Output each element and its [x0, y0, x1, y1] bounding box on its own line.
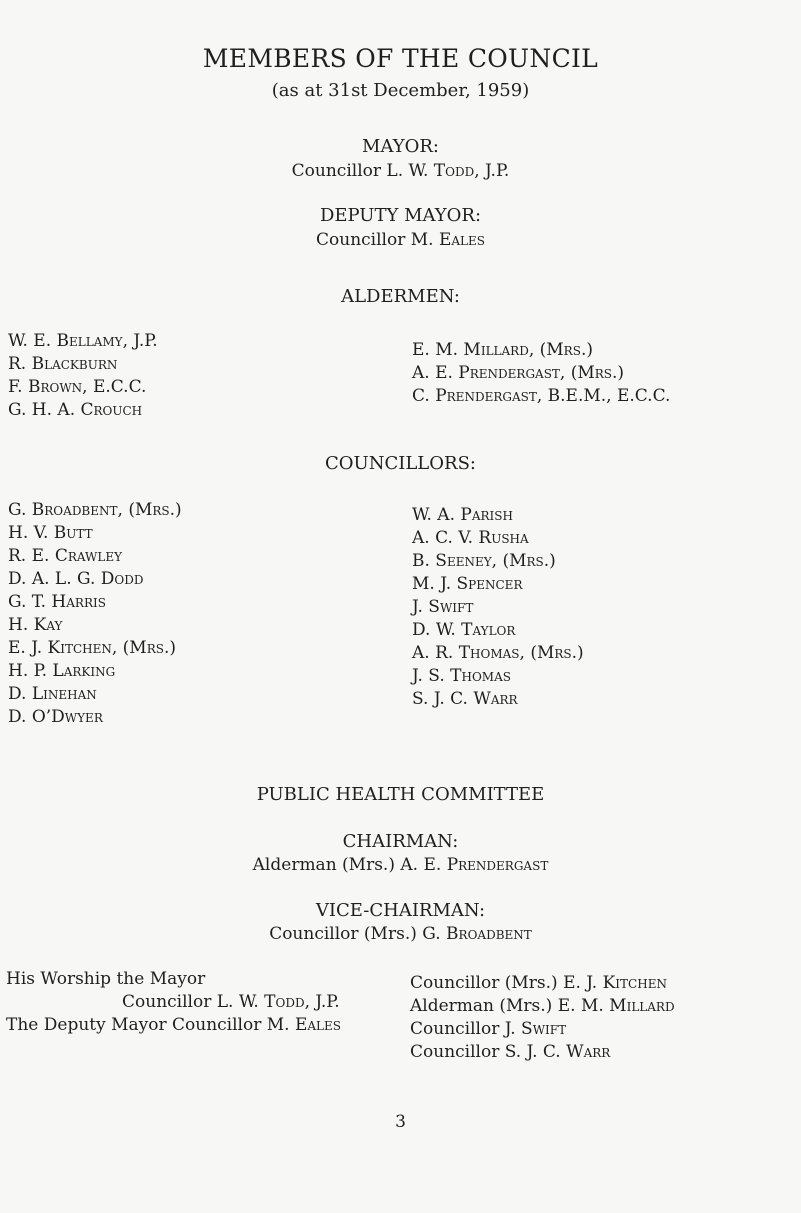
- list-item: M. J. Spencer: [412, 574, 523, 594]
- aldermen-left-list: [8, 330, 158, 422]
- member-name: M. Eales: [266, 1015, 342, 1035]
- mayor-prefix: Councillor: [291, 161, 381, 181]
- list-item: A. E. Prendergast, (Mrs.): [412, 363, 625, 383]
- list-item: D. A. L. G. Dodd: [8, 569, 144, 589]
- list-item: [410, 972, 675, 995]
- list-item: D. O’Dwyer: [8, 707, 103, 727]
- member-name: S. J. C. Warr: [504, 1042, 611, 1062]
- list-item: E. J. Kitchen, (Mrs.): [8, 638, 177, 658]
- chairman-heading: CHAIRMAN:: [342, 831, 459, 852]
- mayor-line: [0, 161, 801, 181]
- page-subtitle: (as at 31st December, 1959): [271, 80, 530, 101]
- deputy-mayor-heading: DEPUTY MAYOR:: [319, 205, 482, 226]
- chairman-line: [0, 855, 801, 875]
- councillors-heading: COUNCILLORS:: [325, 453, 476, 474]
- councillors-left-list: [8, 499, 182, 729]
- page-number: 3: [395, 1112, 406, 1132]
- member-name: L. W. Todd, J.P.: [216, 992, 340, 1012]
- list-item: H. V. Butt: [8, 523, 93, 543]
- member-prefix: Councillor: [122, 992, 212, 1012]
- list-item: C. Prendergast, B.E.M., E.C.C.: [412, 386, 671, 406]
- list-item: B. Seeney, (Mrs.): [412, 551, 556, 571]
- committee-right-list: [410, 972, 675, 1064]
- list-item: R. E. Crawley: [8, 546, 123, 566]
- list-item: H. Kay: [8, 615, 63, 635]
- vice-chairman-name: G. Broadbent: [422, 924, 532, 944]
- member-name: E. J. Kitchen: [563, 973, 667, 993]
- councillors-right-list: [412, 504, 584, 711]
- list-item: [6, 1014, 341, 1037]
- list-item: His Worship the Mayor: [6, 969, 206, 989]
- deputy-mayor-name: M. Eales: [410, 230, 485, 250]
- member-name: J. Swift: [504, 1019, 567, 1039]
- list-item: A. R. Thomas, (Mrs.): [412, 643, 584, 663]
- list-item: W. E. Bellamy, J.P.: [8, 331, 158, 351]
- vice-chairman-line: [0, 924, 801, 944]
- member-name: E. M. Millard: [557, 996, 675, 1016]
- aldermen-heading: ALDERMEN:: [341, 286, 460, 307]
- list-item: H. P. Larking: [8, 661, 116, 681]
- member-prefix: Councillor: [410, 1019, 500, 1039]
- committee-heading: PUBLIC HEALTH COMMITTEE: [256, 784, 545, 805]
- vice-chairman-prefix: Councillor (Mrs.): [269, 924, 417, 944]
- mayor-name: L. W. Todd, J.P.: [386, 161, 510, 181]
- member-prefix: Councillor (Mrs.): [410, 973, 558, 993]
- list-item: S. J. C. Warr: [412, 689, 518, 709]
- list-item: G. H. A. Crouch: [8, 400, 143, 420]
- chairman-name: A. E. Prendergast: [400, 855, 549, 875]
- chairman-prefix: Alderman (Mrs.): [252, 855, 395, 875]
- mayor-heading: MAYOR:: [362, 136, 439, 157]
- page-title: MEMBERS OF THE COUNCIL: [202, 44, 599, 73]
- list-item: [6, 991, 341, 1014]
- deputy-mayor-prefix: Councillor: [316, 230, 406, 250]
- committee-left-list: [6, 968, 341, 1037]
- member-prefix: The Deputy Mayor Councillor: [6, 1015, 262, 1035]
- list-item: J. S. Thomas: [412, 666, 511, 686]
- deputy-mayor-line: [0, 230, 801, 250]
- list-item: E. M. Millard, (Mrs.): [412, 340, 593, 360]
- list-item: G. Broadbent, (Mrs.): [8, 500, 182, 520]
- list-item: R. Blackburn: [8, 354, 118, 374]
- list-item: W. A. Parish: [412, 505, 513, 525]
- member-prefix: Alderman (Mrs.): [410, 996, 553, 1016]
- member-prefix: Councillor: [410, 1042, 500, 1062]
- aldermen-right-list: [412, 339, 670, 408]
- list-item: [410, 995, 675, 1018]
- vice-chairman-heading: VICE-CHAIRMAN:: [315, 900, 486, 921]
- list-item: F. Brown, E.C.C.: [8, 377, 147, 397]
- list-item: D. Linehan: [8, 684, 97, 704]
- list-item: [410, 1041, 675, 1064]
- list-item: D. W. Taylor: [412, 620, 516, 640]
- list-item: G. T. Harris: [8, 592, 106, 612]
- list-item: [410, 1018, 675, 1041]
- list-item: J. Swift: [412, 597, 474, 617]
- list-item: A. C. V. Rusha: [412, 528, 529, 548]
